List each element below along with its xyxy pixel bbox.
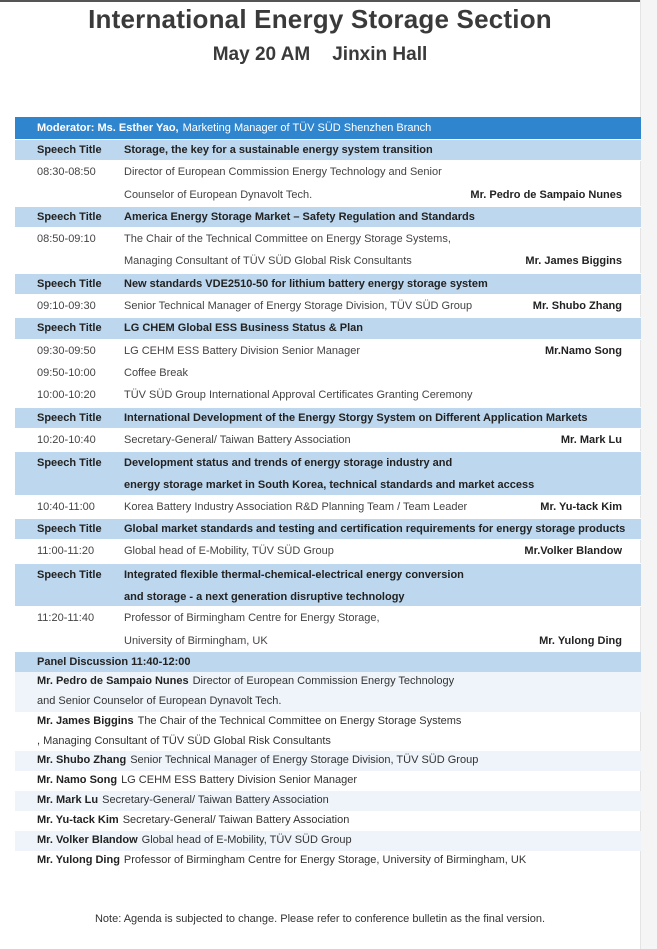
panelist-item	[15, 791, 641, 811]
moderator-role: Marketing Manager of TÜV SÜD Shenzhen Branch	[182, 122, 432, 134]
speech-title-row	[15, 317, 641, 339]
panelist-name: Mr. Pedro de Sampaio Nunes	[37, 674, 189, 687]
speech-title: Integrated flexible thermal-chemical-electrical energy conversion	[124, 568, 464, 581]
speech-title: America Energy Storage Market – Safety Regulation and Standards	[124, 210, 475, 223]
speech-title-label: Speech Title	[37, 568, 102, 581]
speech-title-label: Speech Title	[37, 277, 102, 290]
speaker-role: Global head of E-Mobility, TÜV SÜD Group	[124, 545, 334, 558]
speaker-name: Mr.Namo Song	[544, 344, 622, 357]
panelist-item	[15, 851, 641, 871]
speech-title-row	[15, 206, 641, 228]
panelist-name: Mr. Namo Song	[37, 774, 118, 787]
speaker-role-cont: Counselor of European Dynavolt Tech.	[124, 188, 313, 201]
speech-title-label: Speech Title	[37, 322, 102, 335]
speaker-role-cont: Managing Consultant of TÜV SÜD Global Risk Consultants	[124, 255, 412, 268]
coffee-time: 09:50-10:00	[37, 366, 96, 379]
speaker-role: The Chair of the Technical Committee on Energy Storage Systems,	[124, 233, 451, 246]
speech-detail-row	[15, 340, 641, 362]
panelist-name: Mr. Yu-tack Kim	[37, 814, 119, 827]
speech-title-label: Speech Title	[37, 210, 102, 223]
session-date: May 20 AM	[212, 44, 311, 65]
panelist-role: Director of European Commission Energy Technology	[192, 674, 455, 687]
speech-time: 08:30-08:50	[37, 166, 96, 179]
moderator-row	[15, 117, 641, 139]
page-edge	[640, 0, 657, 949]
panelist-item	[15, 672, 641, 692]
speech-time: 08:50-09:10	[37, 233, 96, 246]
speech-time: 10:40-11:00	[37, 500, 95, 513]
speech-title: Storage, the key for a sustainable energy system transition	[124, 144, 433, 156]
speech-time: 09:30-09:50	[37, 344, 96, 357]
speaker-name: Mr. Yu-tack Kim	[540, 500, 622, 513]
speech-title-label: Speech Title	[37, 411, 102, 424]
speech-title-row	[15, 563, 641, 608]
panelist-name: Mr. James Biggins	[37, 714, 134, 727]
speech-title-row	[15, 273, 641, 295]
panelist-role-cont: , Managing Consultant of TÜV SÜD Global Risk Consultants	[37, 734, 331, 747]
speech-title-row	[15, 407, 641, 429]
speech-detail-row	[15, 295, 641, 317]
speaker-name: Mr. Pedro de Sampaio Nunes	[470, 188, 622, 201]
panelist-item	[15, 712, 641, 732]
speech-detail-row	[15, 228, 641, 273]
agenda-table	[15, 117, 641, 871]
panelist-name: Mr. Shubo Zhang	[37, 754, 127, 767]
speech-detail-row	[15, 540, 641, 562]
speech-title: LG CHEM Global ESS Business Status & Plan	[124, 322, 363, 335]
speaker-name: Mr. James Biggins	[525, 255, 622, 268]
speech-detail-row	[15, 607, 641, 652]
speech-time: 10:20-10:40	[37, 433, 96, 446]
page-title: International Energy Storage Section	[88, 4, 552, 34]
panelist-role-cont: and Senior Counselor of European Dynavolt Tech.	[37, 694, 282, 707]
speech-detail-row	[15, 496, 641, 518]
speech-title: International Development of the Energy Storgy System on Different Application Markets	[124, 411, 588, 424]
speaker-role: Senior Technical Manager of Energy Storage Division, TÜV SÜD Group	[124, 300, 473, 313]
coffee-text: Coffee Break	[124, 366, 189, 379]
panelist-name: Mr. Volker Blandow	[37, 834, 138, 847]
session-venue: Jinxin Hall	[332, 44, 428, 65]
footer-note: Note: Agenda is subjected to change. Please refer to conference bulletin as the final version.	[94, 913, 546, 925]
coffee-break-row	[15, 362, 641, 384]
speech-title: New standards VDE2510-50 for lithium battery energy storage system	[124, 277, 488, 290]
speaker-role: Professor of Birmingham Centre for Energy Storage,	[124, 612, 380, 625]
speech-title-row	[15, 518, 641, 540]
moderator-label: Moderator: Ms. Esther Yao,	[37, 122, 179, 134]
speech-title-label: Speech Title	[37, 457, 102, 470]
speech-title: Global market standards and testing and certification requirements for energy storage products	[124, 523, 626, 536]
panelist-role: Professor of Birmingham Centre for Energy Storage, University of Birmingham, UK	[123, 853, 527, 866]
speech-title-row	[15, 139, 641, 161]
panelist-role: Global head of E-Mobility, TÜV SÜD Group	[141, 834, 352, 847]
panelist-role: Senior Technical Manager of Energy Storage Division, TÜV SÜD Group	[130, 754, 479, 767]
panelist-role: The Chair of the Technical Committee on Energy Storage Systems	[137, 714, 462, 727]
speech-title-cont: and storage - a next generation disruptive technology	[124, 590, 405, 603]
panelist-item	[15, 751, 641, 771]
panelist-name: Mr. Yulong Ding	[37, 853, 120, 866]
panel-discussion-header: Panel Discussion 11:40-12:00	[15, 652, 641, 672]
speaker-name: Mr.Volker Blandow	[524, 545, 622, 558]
ceremony-time: 10:00-10:20	[37, 389, 96, 402]
ceremony-text: TÜV SÜD Group International Approval Certificates Granting Ceremony	[124, 389, 473, 402]
speech-time: 09:10-09:30	[37, 300, 96, 313]
panelist-item-cont	[15, 692, 641, 712]
panelist-name: Mr. Mark Lu	[37, 794, 99, 807]
top-rule	[0, 0, 640, 2]
speech-title-cont: energy storage market in South Korea, technical standards and market access	[124, 479, 535, 492]
ceremony-row	[15, 384, 641, 406]
speaker-role-cont: University of Birmingham, UK	[124, 634, 268, 647]
speech-title-row	[15, 451, 641, 496]
panelist-role: LG CEHM ESS Battery Division Senior Manager	[121, 774, 358, 787]
speaker-name: Mr. Shubo Zhang	[532, 300, 622, 313]
speaker-role: Director of European Commission Energy Technology and Senior	[124, 166, 442, 179]
speaker-role: LG CEHM ESS Battery Division Senior Manager	[124, 344, 360, 357]
panelist-item-cont	[15, 732, 641, 752]
speech-title-label: Speech Title	[37, 144, 102, 156]
speaker-role: Korea Battery Industry Association R&D Planning Team / Team Leader	[124, 500, 468, 513]
panelist-item	[15, 831, 641, 851]
panelist-item	[15, 771, 641, 791]
speaker-role: Secretary-General/ Taiwan Battery Association	[124, 433, 351, 446]
session-subtitle	[0, 44, 640, 66]
speaker-name: Mr. Yulong Ding	[539, 634, 622, 647]
panelist-role: Secretary-General/ Taiwan Battery Association	[122, 814, 350, 827]
speech-detail-row	[15, 429, 641, 451]
speech-time: 11:00-11:20	[37, 545, 95, 558]
speaker-name: Mr. Mark Lu	[560, 433, 622, 446]
panelist-item	[15, 811, 641, 831]
speech-title-label: Speech Title	[37, 523, 102, 536]
speech-detail-row	[15, 161, 641, 206]
speech-time: 11:20-11:40	[37, 612, 95, 625]
panelist-role: Secretary-General/ Taiwan Battery Association	[102, 794, 329, 807]
speech-title: Development status and trends of energy storage industry and	[124, 457, 453, 470]
